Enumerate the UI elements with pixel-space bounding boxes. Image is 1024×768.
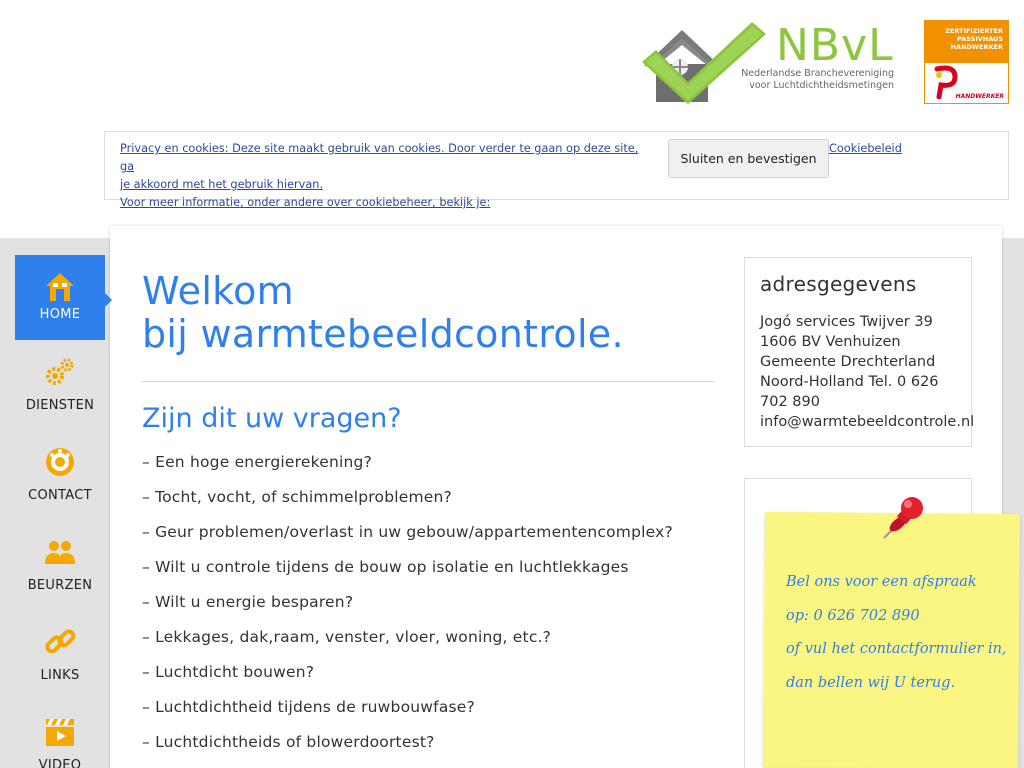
nav-label: BEURZEN: [27, 578, 93, 593]
list-item: – Een hoge energierekening?: [142, 453, 372, 471]
sticky-note-text: [786, 566, 1021, 700]
divider: [142, 381, 714, 382]
address-title: adresgegevens: [760, 272, 917, 296]
passivhaus-line: ZERTIFIZIERTER: [945, 27, 1003, 35]
nav-item-diensten[interactable]: [15, 340, 105, 430]
questions-list: [142, 452, 673, 767]
page-title: [142, 270, 624, 356]
cookie-banner: [104, 131, 1009, 209]
clapperboard-icon: [44, 716, 76, 748]
address-line: Jogó services Twijver 39: [760, 314, 933, 330]
list-item: – Luchtdicht bouwen?: [142, 663, 315, 681]
nbvl-subtitle: [740, 68, 894, 92]
nav-label: CONTACT: [28, 488, 92, 503]
page-title-line: bij warmtebeeldcontrole.: [142, 312, 624, 356]
sticky-note-line: of vul het contactformulier in,: [786, 641, 1007, 657]
nav-item-contact[interactable]: [15, 430, 105, 520]
list-item: – Luchtdichtheid tijdens de ruwbouwfase?: [142, 698, 475, 716]
passivhaus-line: PASSIVHAUS: [957, 35, 1003, 43]
list-item: – Tocht, vocht, of schimmelproblemen?: [142, 488, 452, 506]
questions-heading: Zijn dit uw vragen?: [142, 403, 402, 434]
gears-icon: [44, 356, 76, 388]
cookie-text-line[interactable]: Voor meer informatie, onder andere over cookiebeheer, bekijk je:: [120, 196, 491, 209]
sticky-note-line: dan bellen wij U terug.: [786, 674, 956, 691]
nbvl-subtitle-line: voor Luchtdichtheidsmetingen: [749, 80, 894, 91]
address-widget: [744, 257, 975, 447]
nav-label: LINKS: [40, 668, 80, 683]
page-title-line: Welkom: [142, 269, 295, 313]
nav-label: DIENSTEN: [25, 398, 95, 413]
nav-item-video[interactable]: [15, 700, 105, 768]
address-line: 702 890: [760, 394, 820, 410]
address-line: Noord-Holland Tel. 0 626: [760, 374, 939, 390]
close-and-confirm-button[interactable]: Sluiten en bevestigen: [668, 139, 829, 178]
passivhaus-logo[interactable]: [924, 20, 1009, 104]
home-icon: [44, 271, 76, 303]
nbvl-logo[interactable]: [642, 20, 902, 106]
cookie-policy-link[interactable]: Cookiebeleid: [829, 142, 902, 155]
passivhaus-bottom-label: HANDWERKER: [955, 93, 1004, 100]
address-line: Gemeente Drechterland: [760, 354, 936, 370]
sticky-note-line: op: 0 626 702 890: [786, 607, 920, 624]
nav-item-links[interactable]: [15, 610, 105, 700]
cookie-text: [120, 140, 640, 212]
address-details: [760, 312, 976, 432]
email-link[interactable]: info@warmtebeeldcontrole.nl: [760, 414, 975, 430]
cookie-text-line[interactable]: je akkoord met het gebruik hiervan.: [120, 178, 324, 191]
list-item: – Wilt u controle tijdens de bouw op isolatie en luchtlekkages: [142, 558, 629, 576]
passivhaus-line: HANDWERKER: [950, 43, 1003, 51]
cookie-text-line[interactable]: Privacy en cookies: Deze site maakt gebruik van cookies. Door verder te gaan op deze site, ga: [120, 142, 639, 173]
list-item: – Luchtdichtheids of blowerdoortest?: [142, 733, 435, 751]
nbvl-subtitle-line: Nederlandse Branchevereniging: [741, 68, 894, 79]
nav-label: HOME: [39, 307, 81, 322]
nav-item-home[interactable]: [15, 255, 105, 340]
nbvl-title: NBvL: [776, 20, 894, 71]
sticky-note-line: Bel ons voor een afspraak: [786, 574, 977, 590]
people-icon: [44, 536, 76, 568]
passivhaus-label: [925, 21, 1008, 63]
nav-item-beurzen[interactable]: [15, 520, 105, 610]
list-item: – Geur problemen/overlast in uw gebouw/appartementencomplex?: [142, 523, 673, 541]
nav-label: VIDEO: [38, 758, 82, 768]
phone-dial-icon: [44, 446, 76, 478]
house-check-icon: [642, 20, 772, 106]
link-icon: [44, 626, 76, 658]
side-navigation: [15, 255, 105, 768]
list-item: – Lekkages, dak,raam, venster, vloer, woning, etc.?: [142, 628, 552, 646]
list-item: – Wilt u energie besparen?: [142, 593, 354, 611]
address-line: 1606 BV Venhuizen: [760, 334, 901, 350]
pushpin-icon: [882, 494, 928, 540]
